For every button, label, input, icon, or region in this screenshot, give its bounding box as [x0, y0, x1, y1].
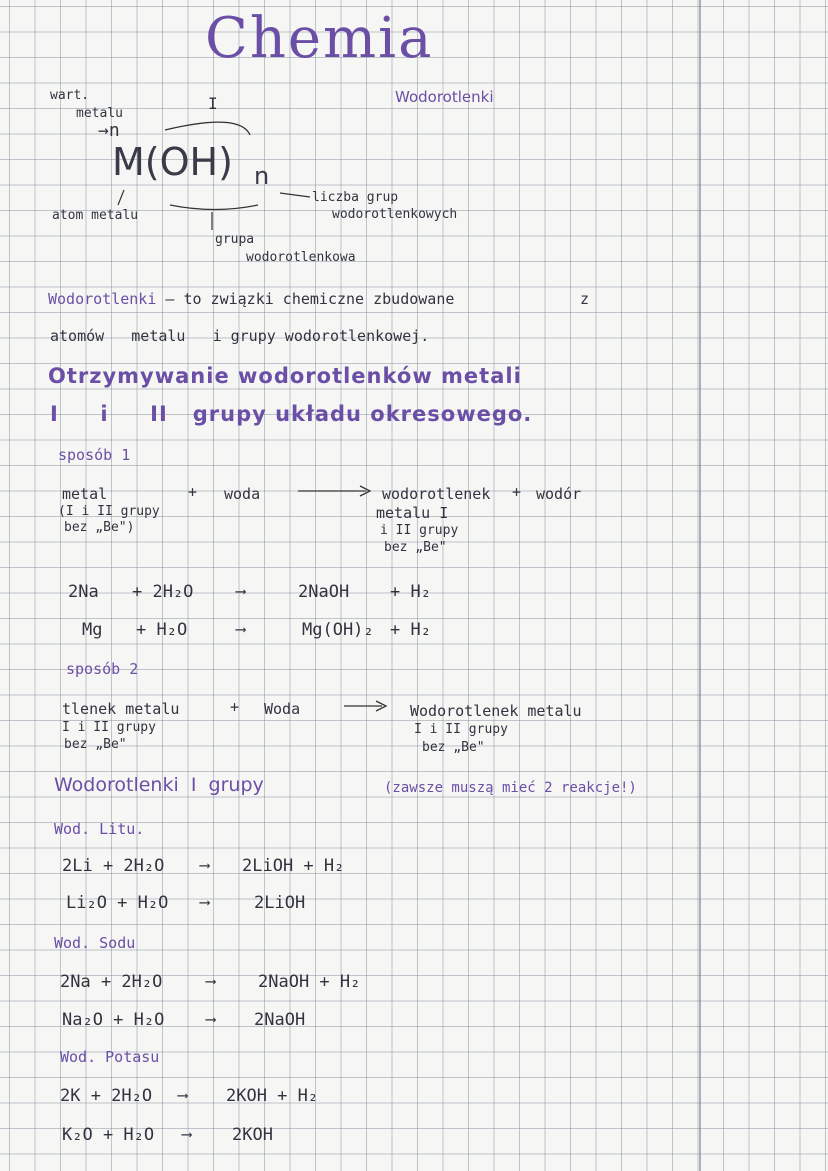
ex1-eq2-b: + H₂O [136, 620, 188, 640]
potassium-eq1-left: 2K + 2H₂O [60, 1086, 153, 1106]
potassium-eq1-arrow-icon: ⟶ [178, 1086, 188, 1104]
method1-reactant1-l1: metal [62, 485, 108, 503]
method1-product1-l4: bez „Be" [384, 540, 447, 555]
wodorotlenkowa-label: wodorotlenkowa [246, 250, 356, 265]
definition-atomow: atomów [50, 327, 105, 345]
obtaining-roman-2: II [150, 402, 168, 426]
ex1-eq2-a: Mg [82, 620, 103, 640]
page-subtitle: Wodorotlenki [395, 88, 494, 106]
page-title: Chemia [205, 6, 434, 71]
lithium-eq1-arrow-icon: ⟶ [200, 856, 210, 874]
obtaining-grupy: grupy układu okresowego. [192, 402, 533, 426]
wart-label: wart. [50, 88, 90, 103]
general-formula: M(OH) [112, 140, 233, 184]
obtaining-roman-1: I [50, 402, 59, 426]
potassium-eq2-arrow-icon: ⟶ [182, 1125, 192, 1143]
method1-plus2: + [512, 483, 522, 501]
group1-note: (zawsze muszą mieć 2 reakcje!) [384, 780, 637, 796]
grupa-label: grupa [215, 232, 255, 247]
method2-reactant2: Woda [264, 700, 301, 718]
method1-reactant2: woda [224, 485, 261, 503]
ex1-eq1-a: 2Na [68, 582, 99, 602]
definition-line-2 [50, 327, 429, 345]
method1-arrow-icon [298, 484, 374, 498]
sodium-eq2-left: Na₂O + H₂O [62, 1010, 165, 1030]
method2-reactant1-l1: tlenek metalu [62, 700, 180, 718]
valence-n: →n [98, 120, 120, 141]
group1-heading [54, 774, 264, 796]
sodium-eq1-right: 2NaOH + H₂ [258, 972, 361, 992]
definition-line-1 [48, 290, 454, 308]
roman-one-label: I [208, 94, 218, 113]
ex1-eq1-d: + H₂ [390, 582, 431, 602]
method2-reactant1-l3: bez „Be" [64, 737, 127, 752]
liczba-grup-label: liczba grup [312, 190, 399, 205]
group1-heading-grupy: grupy [208, 774, 264, 796]
ex1-eq2-d: + H₂ [390, 620, 431, 640]
method2-label: sposób 2 [66, 660, 139, 678]
definition-z: z [580, 290, 590, 308]
potassium-eq1-right: 2KOH + H₂ [226, 1086, 319, 1106]
obtaining-heading: Otrzymywanie wodorotlenków metali [48, 364, 522, 388]
definition-term: Wodorotlenki [48, 290, 157, 308]
ex1-eq2-arrow-icon: ⟶ [236, 620, 246, 638]
definition-metalu: metalu [131, 327, 186, 345]
sodium-eq2-right: 2NaOH [254, 1010, 306, 1030]
sodium-eq1-left: 2Na + 2H₂O [60, 972, 163, 992]
method2-plus: + [230, 698, 240, 716]
potassium-eq2-left: K₂O + H₂O [62, 1125, 155, 1145]
ex1-eq2-c: Mg(OH)₂ [302, 620, 374, 640]
formula-arrows [0, 0, 828, 280]
wodorotlenkowych-label: wodorotlenkowych [332, 207, 458, 222]
method1-product2: wodór [536, 485, 582, 503]
lithium-eq2-arrow-icon: ⟶ [200, 893, 210, 911]
method1-product1-l2: metalu I [376, 504, 449, 522]
sodium-eq2-arrow-icon: ⟶ [206, 1010, 216, 1028]
definition-grupy: i grupy wodorotlenkowej. [212, 327, 430, 345]
method1-reactant1-l3: bez „Be") [64, 520, 135, 535]
method1-product1-l1: wodorotlenek [382, 485, 491, 503]
sodium-label: Wod. Sodu [54, 934, 136, 952]
method1-product1-l3: i II grupy [380, 523, 459, 538]
lithium-eq1-left: 2Li + 2H₂O [62, 856, 165, 876]
method1-label: sposób 1 [58, 446, 131, 464]
ex1-eq1-arrow-icon: ⟶ [236, 582, 246, 600]
metalu-label: metalu [76, 106, 123, 121]
group1-heading-text: Wodorotlenki [54, 774, 179, 796]
definition-text: – to związki chemiczne zbudowane [165, 290, 455, 308]
ex1-eq1-b: + 2H₂O [132, 582, 194, 602]
potassium-label: Wod. Potasu [60, 1048, 160, 1066]
method1-reactant1-l2: (I i II grupy [58, 504, 160, 519]
method2-product-l1: Wodorotlenek metalu [410, 702, 582, 720]
method2-product-l3: bez „Be" [422, 740, 485, 755]
formula-subscript-n: n [254, 162, 270, 190]
atom-metalu-label: atom metalu [52, 208, 139, 223]
method2-product-l2: I i II grupy [414, 722, 508, 737]
obtaining-heading-2 [50, 402, 532, 426]
method2-arrow-icon [344, 699, 390, 713]
lithium-eq1-right: 2LiOH + H₂ [242, 856, 345, 876]
lithium-label: Wod. Litu. [54, 820, 145, 838]
group1-heading-roman: I [190, 774, 197, 796]
sodium-eq1-arrow-icon: ⟶ [206, 972, 216, 990]
ex1-eq1-c: 2NaOH [298, 582, 350, 602]
potassium-eq2-right: 2KOH [232, 1125, 273, 1145]
method2-reactant1-l2: I i II grupy [62, 720, 156, 735]
lithium-eq2-left: Li₂O + H₂O [66, 893, 169, 913]
obtaining-i: i [100, 402, 109, 426]
method1-plus1: + [188, 483, 198, 501]
lithium-eq2-right: 2LiOH [254, 893, 306, 913]
